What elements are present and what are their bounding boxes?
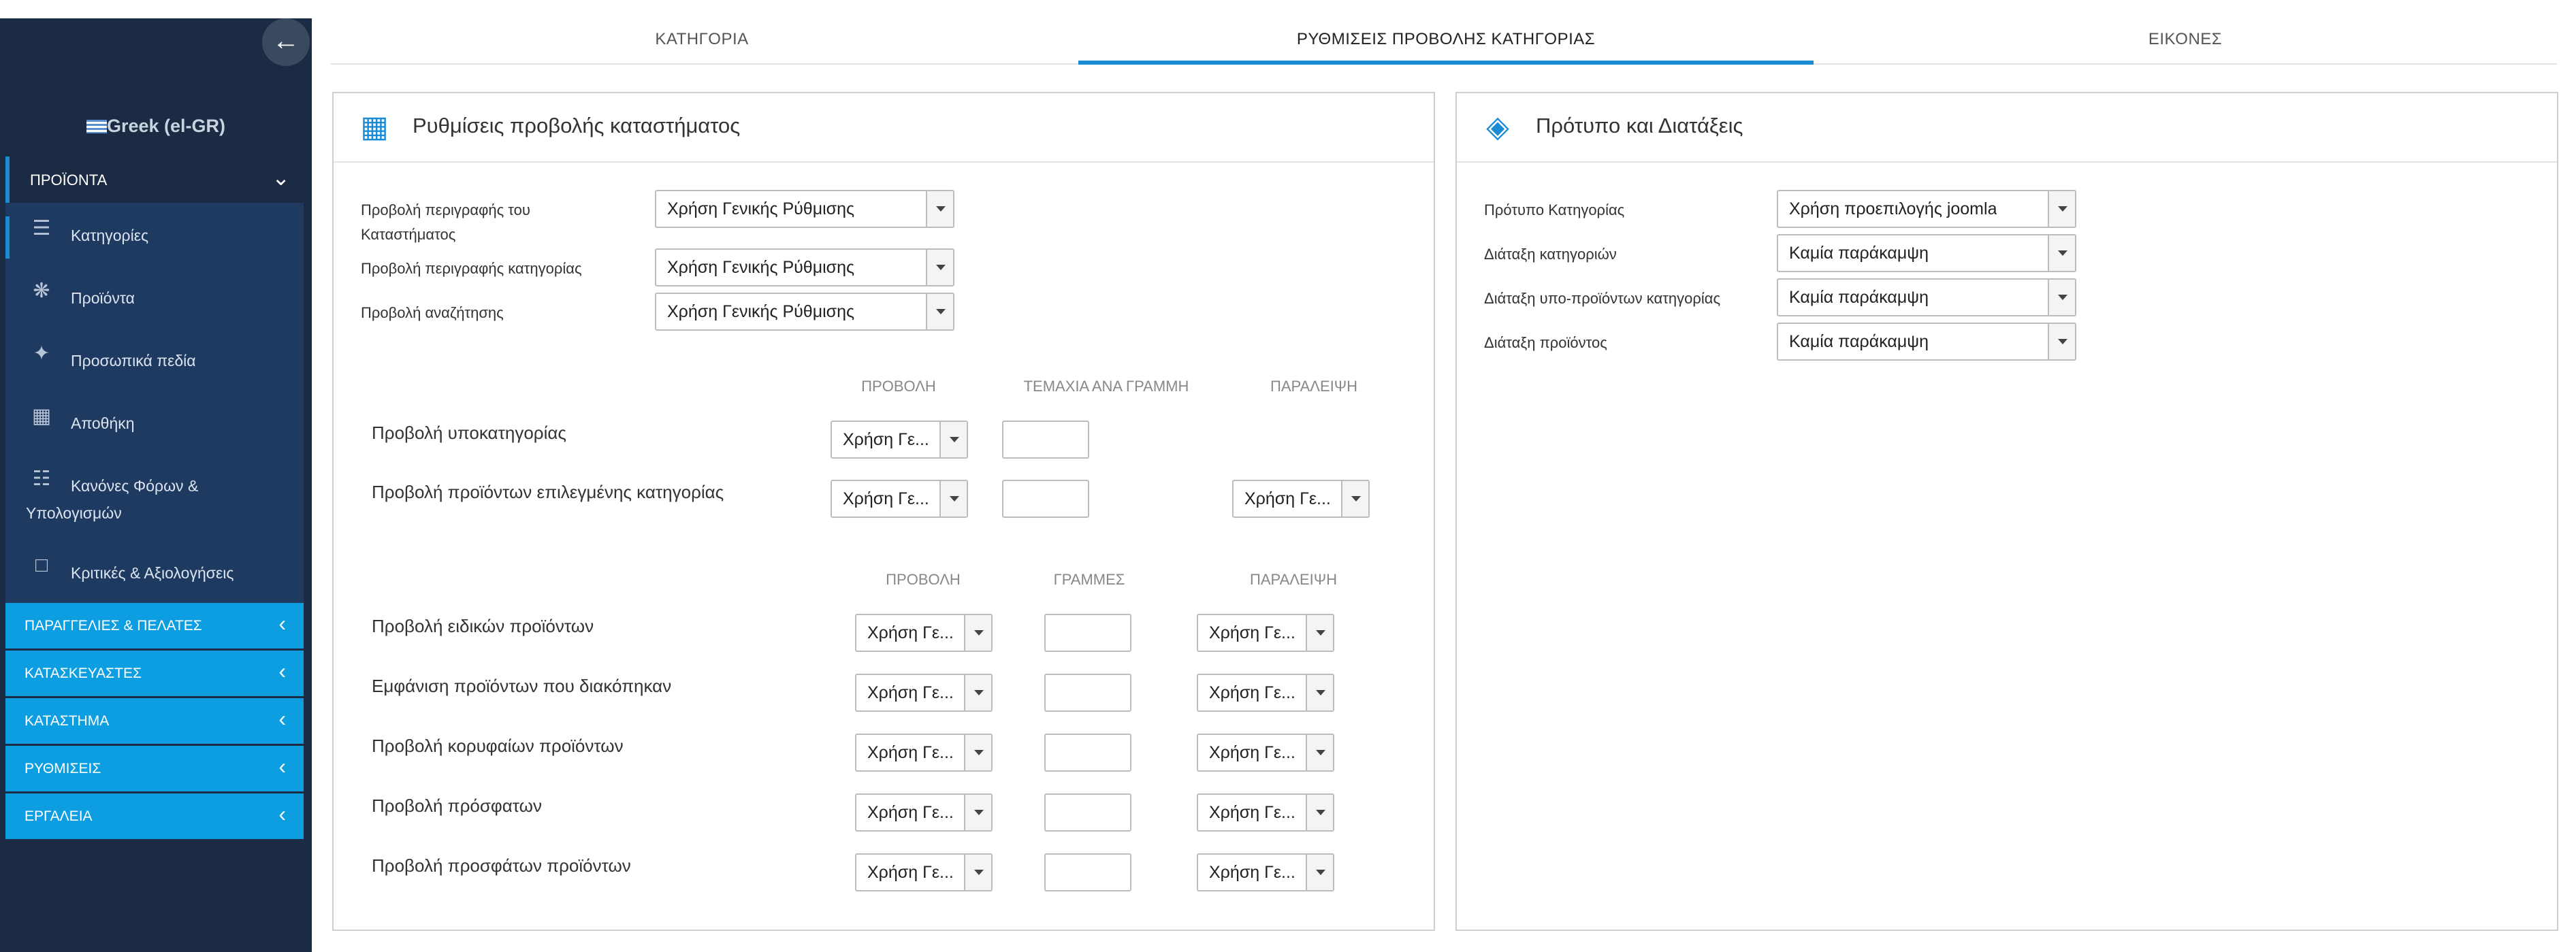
sidebar-item-tax-rules[interactable] xyxy=(5,467,304,535)
recent-products-skip-select[interactable]: Χρήση Γε... xyxy=(1197,853,1334,891)
category-description-select[interactable]: Χρήση Γενικής Ρύθμισης xyxy=(655,248,954,286)
recent-products-show-select[interactable]: Χρήση Γε... xyxy=(855,853,993,891)
warehouse-icon: ▦ xyxy=(31,405,52,427)
chevron-left-icon: ‹ xyxy=(278,754,286,778)
back-button[interactable] xyxy=(262,18,310,66)
magic-wand-icon: ✦ xyxy=(33,342,50,365)
sidebar-item-reviews[interactable] xyxy=(5,554,304,596)
field-label: Προβολή περιγραφής του Καταστήματος xyxy=(361,201,530,243)
tab-bar xyxy=(331,18,2557,65)
dropdown-arrow-icon xyxy=(2048,324,2075,359)
sidebar-section-store[interactable]: ΚΑΤΑΣΤΗΜΑ ‹ xyxy=(5,698,304,744)
rows-input[interactable] xyxy=(1044,614,1131,652)
column-header: ΠΑΡΑΛΕΙΨΗ xyxy=(1270,378,1358,395)
tab-category[interactable]: ΚΑΤΗΓΟΡΙΑ xyxy=(655,30,749,48)
greek-flag-icon xyxy=(86,120,107,133)
sidebar-item-label: Προσωπικά πεδία xyxy=(71,352,196,370)
rows-input[interactable] xyxy=(1044,674,1131,712)
chevron-down-icon: ⌄ xyxy=(272,165,290,190)
arrow-left-icon: ← xyxy=(272,26,300,56)
chevron-left-icon: ‹ xyxy=(278,706,286,731)
paint-bucket-icon: ◈ xyxy=(1486,110,1509,144)
field-label: Προβολή περιγραφής κατηγορίας xyxy=(361,260,582,277)
rows-input[interactable] xyxy=(1044,853,1131,891)
category-template-select[interactable]: Χρήση προεπιλογής joomla xyxy=(1777,190,2076,228)
sidebar-item-products[interactable] xyxy=(5,279,304,321)
field-label: Διάταξη προϊόντος xyxy=(1484,334,1607,351)
discontinued-products-skip-select[interactable]: Χρήση Γε... xyxy=(1197,674,1334,712)
tab-images[interactable]: ΕΙΚΟΝΕΣ xyxy=(2148,30,2223,48)
row-label: Προβολή προϊόντων επιλεγμένης κατηγορίας xyxy=(372,482,724,502)
dropdown-arrow-icon xyxy=(1306,795,1333,830)
dropdown-arrow-icon xyxy=(1306,735,1333,770)
panel-title: Ρυθμίσεις προβολής καταστήματος xyxy=(413,114,741,137)
dropdown-arrow-icon xyxy=(926,294,953,329)
field-label: Διάταξη κατηγοριών xyxy=(1484,246,1617,263)
items-per-row-input[interactable] xyxy=(1002,480,1089,518)
sidebar-item-custom-fields[interactable] xyxy=(5,342,304,384)
store-icon: ▦ xyxy=(360,110,389,144)
top-products-show-select[interactable]: Χρήση Γε... xyxy=(855,734,993,772)
column-header: ΠΑΡΑΛΕΙΨΗ xyxy=(1249,571,1338,588)
language-indicator: Greek (el-GR) xyxy=(0,116,312,137)
column-header: ΤΕΜΑΧΙΑ ΑΝΑ ΓΡΑΜΜΗ xyxy=(1023,378,1189,395)
categories-icon: ☰ xyxy=(32,217,51,240)
dropdown-arrow-icon xyxy=(2048,191,2075,227)
row-label: Προβολή κορυφαίων προϊόντων xyxy=(372,736,624,756)
sidebar-item-warehouse[interactable] xyxy=(5,404,304,446)
category-products-skip-select[interactable]: Χρήση Γε... xyxy=(1232,480,1370,518)
column-header: ΓΡΑΜΜΕΣ xyxy=(1053,571,1125,588)
sidebar-item-label: Αποθήκη xyxy=(71,414,135,432)
comment-icon: □ xyxy=(35,554,48,576)
sidebar-section-manufacturers[interactable]: ΚΑΤΑΣΚΕΥΑΣΤΕΣ ‹ xyxy=(5,651,304,696)
special-products-skip-select[interactable]: Χρήση Γε... xyxy=(1197,614,1334,652)
search-display-select[interactable]: Χρήση Γενικής Ρύθμισης xyxy=(655,293,954,331)
dropdown-arrow-icon xyxy=(926,250,953,285)
dropdown-arrow-icon xyxy=(939,422,967,457)
sidebar-item-label: Κριτικές & Αξιολογήσεις xyxy=(71,564,234,582)
products-icon: ❋ xyxy=(33,280,50,302)
field-label: Διάταξη υπο-προϊόντων κατηγορίας xyxy=(1484,290,1721,307)
field-label: Πρότυπο Κατηγορίας xyxy=(1484,201,1625,218)
dropdown-arrow-icon xyxy=(964,615,991,651)
category-layout-select[interactable]: Καμία παράκαμψη xyxy=(1777,234,2076,272)
sidebar-section-products[interactable] xyxy=(5,157,304,203)
column-header: ΠΡΟΒΟΛΗ xyxy=(861,378,936,395)
dropdown-arrow-icon xyxy=(964,675,991,710)
row-label: Προβολή ειδικών προϊόντων xyxy=(372,616,594,636)
store-description-select[interactable]: Χρήση Γενικής Ρύθμισης xyxy=(655,190,954,228)
dropdown-arrow-icon xyxy=(964,855,991,890)
dropdown-arrow-icon xyxy=(939,481,967,516)
subcategory-show-select[interactable]: Χρήση Γε... xyxy=(831,421,968,459)
sidebar-section-settings[interactable]: ΡΥΘΜΙΣΕΙΣ ‹ xyxy=(5,746,304,791)
product-layout-select[interactable]: Καμία παράκαμψη xyxy=(1777,323,2076,361)
sidebar-item-label: Προϊόντα xyxy=(71,289,135,307)
special-products-show-select[interactable]: Χρήση Γε... xyxy=(855,614,993,652)
dropdown-arrow-icon xyxy=(2048,280,2075,315)
chevron-left-icon: ‹ xyxy=(278,802,286,826)
sidebar-section-orders[interactable]: ΠΑΡΑΓΓΕΛΙΕΣ & ΠΕΛΑΤΕΣ ‹ xyxy=(5,603,304,649)
dropdown-arrow-icon xyxy=(926,191,953,227)
dropdown-arrow-icon xyxy=(2048,235,2075,271)
row-label: Προβολή προσφάτων προϊόντων xyxy=(372,855,631,876)
row-label: Εμφάνιση προϊόντων που διακόπηκαν xyxy=(372,676,672,696)
row-label: Προβολή υποκατηγορίας xyxy=(372,423,566,443)
products-subnav xyxy=(5,203,304,603)
field-label: Προβολή αναζήτησης xyxy=(361,304,504,321)
sidebar-item-label: Κανόνες Φόρων & Υπολογισμών xyxy=(26,477,199,522)
row-label: Προβολή πρόσφατων xyxy=(372,795,542,816)
dropdown-arrow-icon xyxy=(964,735,991,770)
sidebar-section-label: ΠΡΟΪΟΝΤΑ xyxy=(30,171,108,188)
dropdown-arrow-icon xyxy=(1306,855,1333,890)
latest-show-select[interactable]: Χρήση Γε... xyxy=(855,793,993,832)
tab-category-display-settings[interactable]: ΡΥΘΜΙΣΕΙΣ ΠΡΟΒΟΛΗΣ ΚΑΤΗΓΟΡΙΑΣ xyxy=(1078,18,1814,65)
category-products-show-select[interactable]: Χρήση Γε... xyxy=(831,480,968,518)
latest-skip-select[interactable]: Χρήση Γε... xyxy=(1197,793,1334,832)
panel-title: Πρότυπο και Διατάξεις xyxy=(1536,114,1743,137)
subproduct-layout-select[interactable]: Καμία παράκαμψη xyxy=(1777,278,2076,316)
template-layouts-panel xyxy=(1455,92,2558,931)
dropdown-arrow-icon xyxy=(1306,615,1333,651)
rows-input[interactable] xyxy=(1044,734,1131,772)
items-per-row-input[interactable] xyxy=(1002,421,1089,459)
discontinued-products-show-select[interactable]: Χρήση Γε... xyxy=(855,674,993,712)
top-products-skip-select[interactable]: Χρήση Γε... xyxy=(1197,734,1334,772)
sidebar-section-tools[interactable]: ΕΡΓΑΛΕΙΑ ‹ xyxy=(5,793,304,839)
store-display-settings-panel xyxy=(332,92,1435,931)
dropdown-arrow-icon xyxy=(1341,481,1368,516)
calculator-icon: ☷ xyxy=(32,467,51,490)
sidebar-item-label: Κατηγορίες xyxy=(71,227,149,244)
rows-input[interactable] xyxy=(1044,793,1131,832)
chevron-left-icon: ‹ xyxy=(278,611,286,636)
column-header: ΠΡΟΒΟΛΗ xyxy=(886,571,961,588)
panel-header xyxy=(334,93,1434,163)
panel-header xyxy=(1457,93,2557,163)
chevron-left-icon: ‹ xyxy=(278,659,286,683)
dropdown-arrow-icon xyxy=(1306,675,1333,710)
sidebar-item-categories[interactable] xyxy=(5,216,304,259)
dropdown-arrow-icon xyxy=(964,795,991,830)
